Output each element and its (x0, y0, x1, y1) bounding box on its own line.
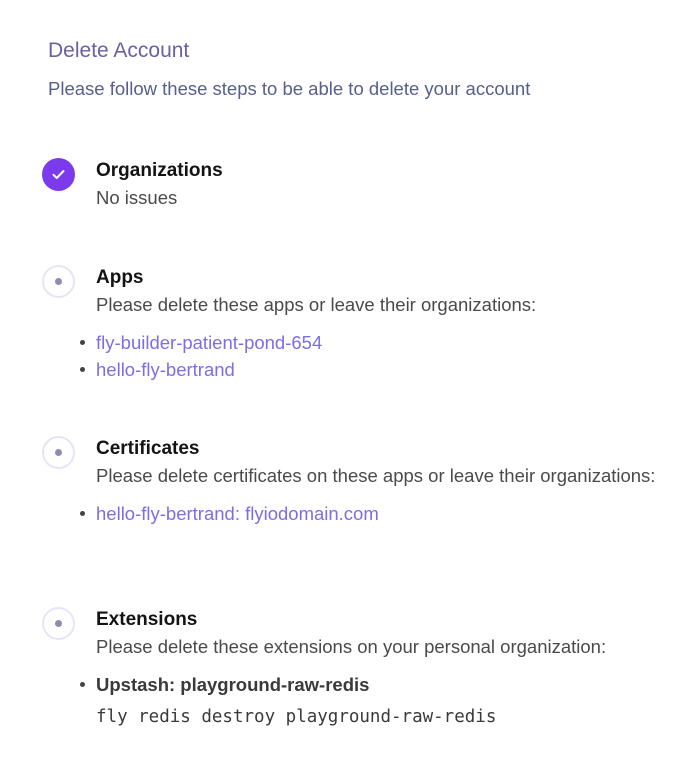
page-subtitle: Please follow these steps to be able to delete your account (48, 78, 531, 99)
list-item (96, 671, 666, 698)
step-description: No issues (96, 187, 178, 208)
step-body (96, 607, 666, 730)
page-title: Delete Account (48, 39, 190, 62)
step-body (96, 265, 666, 383)
step-title: Extensions (96, 609, 198, 630)
app-link[interactable]: fly-builder-patient-pond-654 (96, 332, 323, 353)
pending-dot-icon (55, 620, 62, 627)
step-title: Certificates (96, 438, 200, 459)
step-description: Please delete these extensions on your personal organization: (96, 636, 607, 657)
list-item (96, 500, 666, 527)
step-status-pending (42, 607, 75, 640)
pending-dot-icon (55, 278, 62, 285)
certificate-link[interactable]: hello-fly-bertrand: flyiodomain.com (96, 503, 379, 524)
step-body (96, 436, 666, 527)
list-item (96, 329, 666, 356)
step-description: Please delete these apps or leave their organizations: (96, 294, 537, 315)
extension-list (96, 671, 666, 698)
pending-dot-icon (55, 449, 62, 456)
extension-name: Upstash: playground-raw-redis (96, 674, 370, 695)
list-item (96, 356, 666, 383)
step-title: Apps (96, 267, 144, 288)
step-status-pending (42, 265, 75, 298)
step-description: Please delete certificates on these apps or leave their organizations: (96, 465, 656, 486)
certificate-list (96, 500, 666, 527)
app-list (96, 329, 666, 383)
step-title: Organizations (96, 160, 223, 181)
step-status-done (42, 158, 75, 191)
step-status-pending (42, 436, 75, 469)
check-icon (52, 169, 65, 180)
command-snippet[interactable]: fly redis destroy playground-raw-redis (96, 707, 497, 727)
app-link[interactable]: hello-fly-bertrand (96, 359, 235, 380)
step-body (96, 158, 666, 211)
